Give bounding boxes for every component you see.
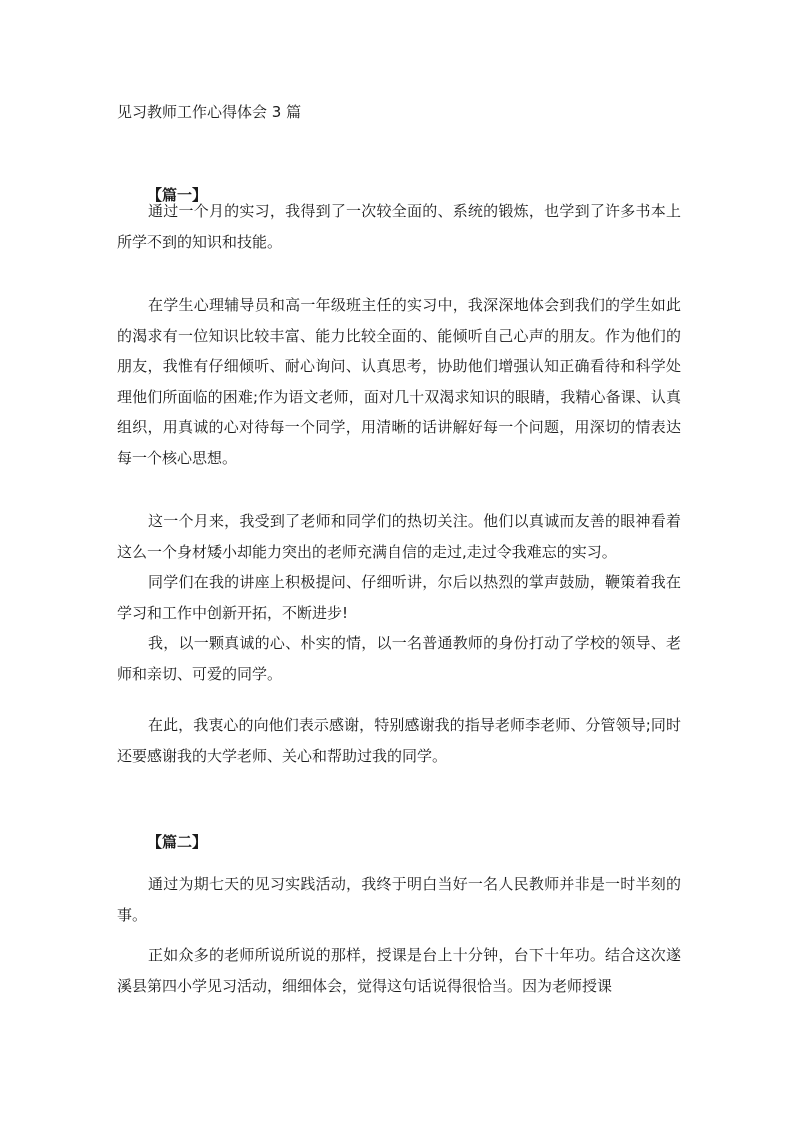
document-title: 见习教师工作心得体会 3 篇	[117, 103, 302, 121]
paragraph: 这一个月来，我受到了老师和同学们的热切关注。他们以真诚而友善的眼神看着这么一个身材矮小却能力突出的老师充满自信的走过,走过令我难忘的实习。	[117, 512, 681, 561]
paragraph: 通过一个月的实习，我得到了一次较全面的、系统的锻炼，也学到了许多书本上所学不到的知识和技能。	[117, 202, 681, 251]
section-heading-2: 【篇二】	[147, 833, 208, 851]
paragraph: 在学生心理辅导员和高一年级班主任的实习中，我深深地体会到我们的学生如此的渴求有一位知识比较丰富、能力比较全面的、能倾听自己心声的朋友。作为他们的朋友，我惟有仔细倾听、耐心询问、认真思考，协助他们增强认知正确看待和科学处理他们所面临的困难;作为语文老师，面对几十双渴求知识的眼睛，我精心备课、认真组织，用真诚的心对待每一个同学，用清晰的话讲解好每一个问题，用深切的情表达每一个核心思想。	[117, 296, 681, 467]
paragraph: 通过为期七天的见习实践活动，我终于明白当好一名人民教师并非是一时半刻的事。	[117, 875, 681, 924]
section-heading-1: 【篇一】	[147, 186, 208, 204]
paragraph: 我，以一颗真诚的心、朴实的情，以一名普通教师的身份打动了学校的领导、老师和亲切、可爱的同学。	[117, 634, 681, 683]
paragraph: 同学们在我的讲座上积极提问、仔细听讲，尔后以热烈的掌声鼓励，鞭策着我在学习和工作中创新开拓，不断进步!	[117, 573, 681, 622]
paragraph: 在此，我衷心的向他们表示感谢，特别感谢我的指导老师李老师、分管领导;同时还要感谢我的大学老师、关心和帮助过我的同学。	[117, 716, 681, 765]
paragraph: 正如众多的老师所说所说的那样，授课是台上十分钟，台下十年功。结合这次遂溪县第四小学见习活动，细细体会，觉得这句话说得很恰当。因为老师授课	[117, 946, 681, 995]
